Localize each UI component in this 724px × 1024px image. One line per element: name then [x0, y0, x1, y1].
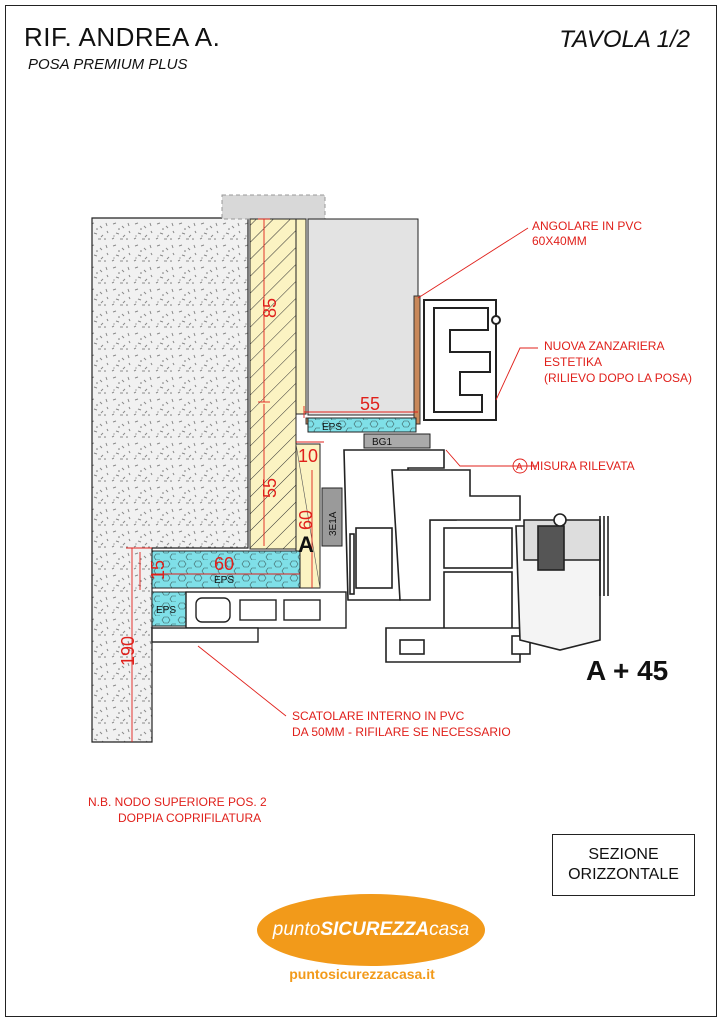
callout-misura-mark: A	[516, 462, 523, 473]
reference-title: RIF. ANDREA A.	[24, 22, 221, 52]
point-a-label: A	[298, 532, 314, 557]
callout-zanzariera-line1: NUOVA ZANZARIERA	[544, 339, 665, 353]
logo-part1: punto	[272, 919, 321, 940]
dim-60-vert: 60	[296, 509, 316, 530]
dim-55-side: 55	[260, 477, 280, 498]
note-line1: N.B. NODO SUPERIORE POS. 2	[88, 795, 267, 809]
grey-box	[308, 219, 418, 415]
callout-scatolare-line2: DA 50MM - RIFILARE SE NECESSARIO	[292, 725, 511, 739]
callout-misura: MISURA RILEVATA	[530, 459, 635, 473]
logo-part3: casa	[429, 919, 470, 940]
logo-part2: SICUREZZA	[320, 919, 430, 940]
bg1-label: BG1	[372, 437, 393, 448]
formula-label: A + 45	[586, 655, 669, 686]
note-line2: DOPPIA COPRIFILATURA	[118, 811, 262, 825]
callout-angolare-line2: 60X40MM	[532, 234, 587, 248]
callout-zanzariera-line3: (RILIEVO DOPO LA POSA)	[544, 371, 693, 385]
sheet-number: TAVOLA 1/2	[559, 26, 690, 53]
window-frame-profile	[344, 450, 608, 662]
eps-small-label: EPS	[156, 605, 177, 616]
dim-10: 10	[298, 446, 319, 466]
callout-zanzariera-line2: ESTETIKA	[544, 355, 603, 369]
concrete-wall	[92, 218, 248, 742]
dim-55-top: 55	[360, 394, 381, 414]
wood-strip	[250, 219, 296, 549]
section-label-box	[552, 834, 695, 896]
dim-60-horiz: 60	[214, 554, 235, 574]
section-line2: ORIZZONTALE	[568, 866, 679, 883]
mosquito-net-frame	[424, 300, 500, 420]
brand-logo	[257, 894, 485, 966]
dim-85: 85	[260, 297, 280, 318]
eps-mid-label: EPS	[214, 575, 235, 586]
gasket-label: 3E1A	[328, 511, 339, 536]
eps-top-label: EPS	[322, 422, 343, 433]
callout-angolare-line1: ANGOLARE IN PVC	[532, 219, 643, 233]
dim-15: 15	[148, 559, 168, 580]
top-cap	[222, 195, 325, 219]
dim-190: 190	[118, 635, 138, 666]
brand-url[interactable]: puntosicurezzacasa.it	[289, 966, 435, 982]
thin-strip	[296, 219, 306, 414]
section-line1: SEZIONE	[588, 846, 659, 863]
installation-type: POSA PREMIUM PLUS	[28, 56, 188, 73]
callout-scatolare-line1: SCATOLARE INTERNO IN PVC	[292, 709, 465, 723]
